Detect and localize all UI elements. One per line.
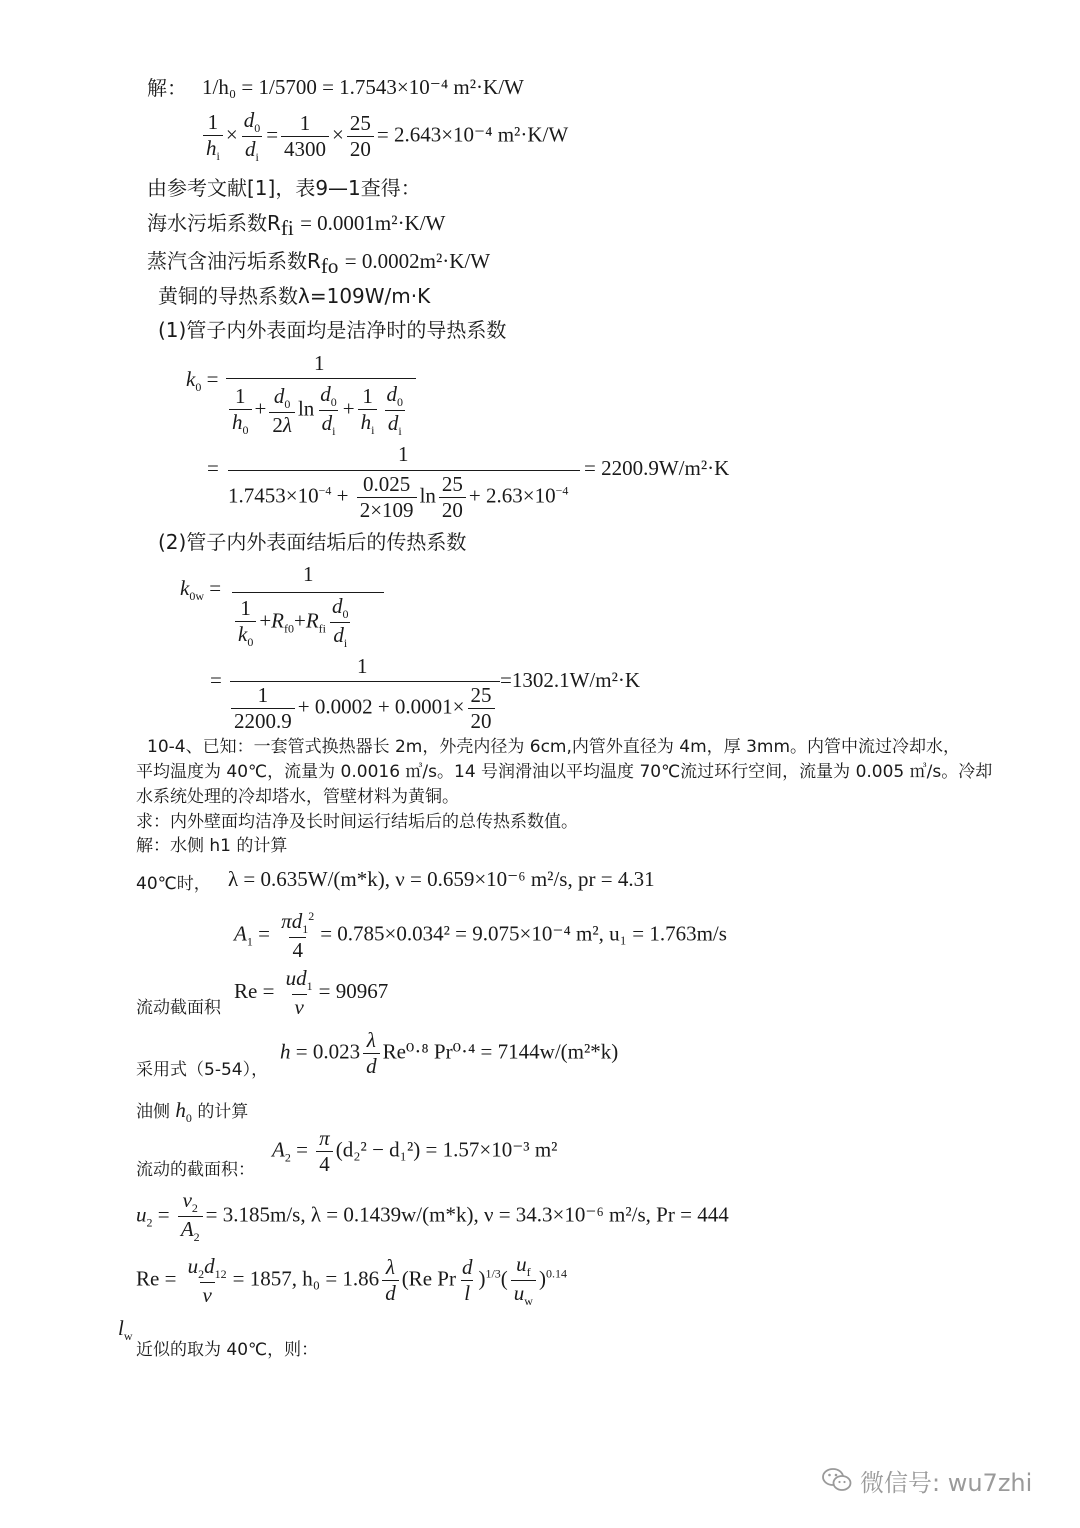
reference-line: 由参考文献[1]，表9—1查得： xyxy=(147,176,421,200)
water-properties: λ = 0.635W/(m*k), ν = 0.659×10⁻⁶ m²/s, pr = 4.31 xyxy=(228,867,655,891)
reynolds-2-equation: Re = $\frac{u_2d_{12}}{\nu}$ = 1857, h₀ = 1.86 $\frac{\lambda}{d}$ (Re Pr $\frac{d}{l}$ )$^{1/3}$( $\frac{u_f}{u_w}$ )$^{0.14}$ xyxy=(136,1252,567,1309)
reynolds-1-equation: Re = $\frac{ud_1}{\nu}$ = 90967 xyxy=(234,966,389,1020)
seawater-fouling: 海水污垢系数$R_{fi} = 0.0001m^2\cdot K/W$ xyxy=(147,211,446,240)
question-text: 求：内外壁面均洁净及长时间运行结垢后的总传热系数值。 xyxy=(136,812,578,832)
equation-2: $\frac{1}{h_i}$ × $\frac{d_0}{d_i}$ = $\frac{1}{4300}$ × $\frac{25}{20}$ = 2.643×10⁻⁴ m²·K/W xyxy=(200,110,568,163)
k0-numerator: 1 xyxy=(314,351,325,375)
watermark-text: 微信号: wu7zhi xyxy=(860,1468,1033,1497)
equation-1: 1/h₀ = 1/5700 = 1.7543×10⁻⁴ m²·K/W xyxy=(202,75,524,99)
problem-text-3: 水系统处理的冷却塔水，管壁材料为黄铜。 xyxy=(136,787,459,807)
solution-label: 解： xyxy=(147,76,187,100)
lw-symbol: $l_w$ xyxy=(118,1316,133,1344)
k0w-eq-sign: = xyxy=(210,668,222,692)
area-a1-equation: $A_1$ = $\frac{\pi d_1^2}{4}$ = 0.785×0.034² = 9.075×10⁻⁴ m², u₁ = 1.763m/s xyxy=(234,909,727,963)
k0w-denominator-2: $\frac{1}{2200.9}$ + 0.0002 + 0.0001× $\frac{25}{20}$ xyxy=(228,685,498,732)
oil-side-heading: 油侧 $h_0$ 的计算 xyxy=(136,1098,249,1126)
k0-result: = 2200.9W/m²·K xyxy=(584,456,730,480)
case-2-heading: (2)管子内外表面结垢后的传热系数 xyxy=(158,530,467,554)
k0w-denominator: $\frac{1}{k_0}$ $+R_{f0}+R_{fi}$ $\frac{d_0}{d_i}$ xyxy=(232,596,355,649)
k0-fraction-bar-2 xyxy=(228,470,580,471)
k0-label: $k_0$ = xyxy=(186,367,219,395)
u2-equation: $u_2$ = $\frac{v_2}{A_2}$ = 3.185m/s, λ = 0.1439w/(m*k), ν = 34.3×10⁻⁶ m²/s, Pr = 444 xyxy=(136,1188,729,1245)
at-40c-label: 40℃时， xyxy=(136,874,211,894)
k0-denominator: $\frac{1}{h_0}$ + $\frac{d_0}{2\lambda}$ ln $\frac{d_0}{d_i}$ + $\frac{1}{h_i}$ $\frac{d_0}{d_i}$ xyxy=(226,384,409,437)
formula-ref: 采用式（5-54）， xyxy=(136,1060,269,1080)
k0-eq-sign: = xyxy=(207,456,219,480)
k0w-fraction-bar xyxy=(232,592,384,593)
k0-num-2: 1 xyxy=(398,442,409,466)
k0w-result: =1302.1W/m²·K xyxy=(500,668,641,692)
k0-denominator-2: $1.7453\times 10^{-4}$ + $\frac{0.025}{2\times 109}$ ln $\frac{25}{20}$ + $2.63\times 10^{-4}$ xyxy=(228,472,569,522)
brass-conductivity: 黄铜的导热系数λ=109W/m·K xyxy=(158,284,431,308)
area-a2-equation: $A_2$ = $\frac{\pi}{4}$ (d₂² − d₁²) = 1.57×10⁻³ m² xyxy=(272,1126,558,1176)
wechat-icon xyxy=(822,1467,852,1493)
k0-fraction-bar xyxy=(226,378,416,379)
watermark xyxy=(822,1460,1052,1500)
k0w-label: $k_{0w}$ = xyxy=(180,576,222,604)
k0w-numerator: 1 xyxy=(303,562,314,586)
h-equation: h = 0.023 $\frac{\lambda}{d}$ Re⁰·⁸ Pr⁰·⁴ = 7144w/(m²*k) xyxy=(280,1028,619,1078)
k0w-num-2: 1 xyxy=(357,654,368,678)
steam-fouling: 蒸汽含油污垢系数$R_{fo} = 0.0002m^2\cdot K/W$ xyxy=(147,249,491,278)
approx-text: 近似的取为 40℃，则： xyxy=(136,1340,319,1360)
water-side-heading: 解：水侧 h1 的计算 xyxy=(136,836,288,856)
problem-text-2: 平均温度为 40℃，流量为 0.0016 ㎥/s。14 号润滑油以平均温度 70℃流过环行空间，流量为 0.005 ㎥/s。冷却 xyxy=(136,762,993,782)
case-1-heading: (1)管子内外表面均是洁净时的导热系数 xyxy=(158,318,507,342)
flow-area-2-label: 流动的截面积： xyxy=(136,1160,255,1180)
problem-text-1: 10-4、已知：一套管式换热器长 2m，外壳内径为 6cm,内管外直径为 4m，厚 3mm。内管中流过冷却水， xyxy=(147,737,961,757)
flow-area-label: 流动截面积 xyxy=(136,998,221,1018)
k0w-fraction-bar-2 xyxy=(230,681,500,682)
